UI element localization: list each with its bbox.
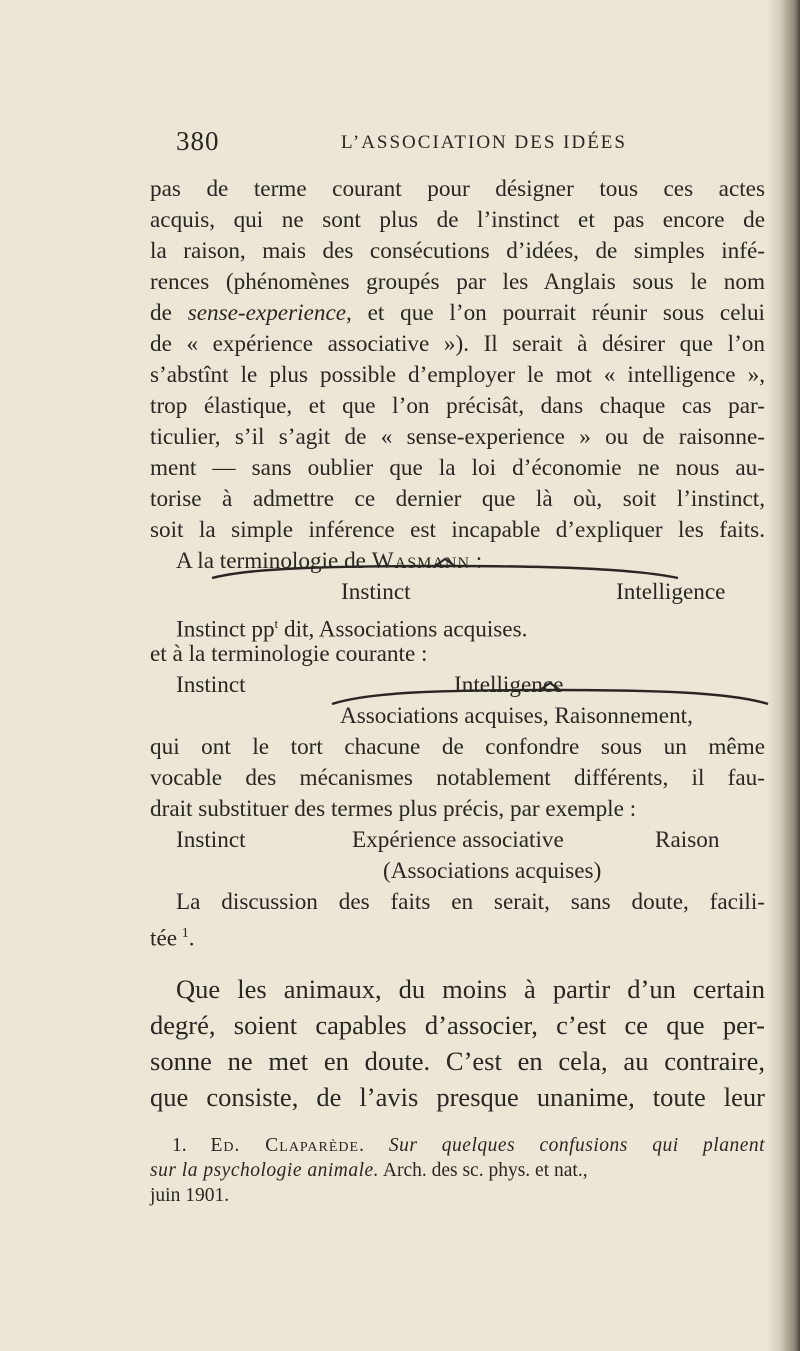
body-line: soit la simple inférence est incapable d’expliquer les faits. <box>150 517 765 543</box>
term-associative-experience-gloss: (Associations acquises) <box>383 858 602 884</box>
footnote-line: juin 1901. <box>150 1185 230 1206</box>
body-line: vocable des mécanismes notablement différents, il fau- <box>150 765 765 791</box>
term-reason: Raison <box>655 827 720 853</box>
author-name: Wasmann <box>371 548 470 574</box>
current-categories: Associations acquises, Raisonnement, <box>340 703 693 729</box>
term-instinct: Instinct <box>176 672 246 698</box>
page-header <box>176 126 696 166</box>
body-line: pas de terme courant pour désigner tous ces actes <box>150 176 765 202</box>
body-line: Que les animaux, du moins à partir d’un certain <box>176 974 765 1004</box>
page-edge-shadow <box>766 0 800 1351</box>
body-line: trop élastique, et que l’on précisât, dans chaque cas par- <box>150 393 765 419</box>
body-line: La discussion des faits en serait, sans doute, facili- <box>176 889 765 915</box>
term-intelligence: Intelligence <box>616 579 726 605</box>
term-instinct: Instinct <box>341 579 411 605</box>
term-instinct: Instinct <box>176 827 246 853</box>
footnote-line: 1. Ed. Claparède. Sur quelques confusions qui planent <box>172 1135 766 1156</box>
body-line: degré, soient capables d’associer, c’est ce que per- <box>150 1010 765 1040</box>
footnote-title: sur la psychologie animale. <box>150 1160 380 1181</box>
body-line: de sense-experience, et que l’on pourrait réunir sous celui <box>150 300 765 326</box>
body-line: ment — sans oublier que la loi d’économie ne nous au- <box>150 455 765 481</box>
body-line: ticulier, s’il s’agit de « sense-experience » ou de raisonne- <box>150 424 765 450</box>
footnote-line: sur la psychologie animale. Arch. des sc. phys. et nat., <box>150 1160 588 1181</box>
body-line: tée $^1$. <box>150 925 195 952</box>
term-intelligence: Intelligence <box>454 672 564 698</box>
current-intro: et à la terminologie courante : <box>150 641 428 667</box>
running-title: L’ASSOCIATION DES IDÉES <box>341 132 627 153</box>
body-line: de « expérience associative »). Il serait à désirer que l’on <box>150 331 765 357</box>
wasmann-categories: Instinct $pp^t$ dit, Associations acquises. <box>176 616 528 643</box>
term-associative-experience: Expérience associative <box>352 827 564 853</box>
wasmann-intro: A la terminologie de Wasmann : <box>176 548 483 574</box>
body-line: acquis, qui ne sont plus de l’instinct et pas encore de <box>150 207 765 233</box>
body-line: qui ont le tort chacune de confondre sous un même <box>150 734 765 760</box>
grouping-brace <box>210 556 680 586</box>
body-line: la raison, mais des consécutions d’idées, de simples infé- <box>150 238 765 264</box>
body-line: torise à admettre ce dernier que là où, soit l’instinct, <box>150 486 765 512</box>
body-line: s’abstînt le plus possible d’employer le mot « intelligence », <box>150 362 765 388</box>
footnote-title: Sur quelques confusions qui planent <box>388 1135 766 1156</box>
footnote-reference: 1 <box>181 926 189 941</box>
body-line: rences (phénomènes groupés par les Anglais sous le nom <box>150 269 765 295</box>
body-line: que consiste, de l’avis presque unanime, toute leur <box>150 1082 765 1112</box>
body-line: sonne ne met en doute. C’est en cela, au contraire, <box>150 1046 765 1076</box>
italic-term: sense-experience <box>187 300 347 326</box>
page-number: 380 <box>176 126 220 156</box>
body-line: drait substituer des termes plus précis, par exemple : <box>150 796 637 822</box>
footnote-author: Ed. Claparède. <box>210 1135 365 1156</box>
